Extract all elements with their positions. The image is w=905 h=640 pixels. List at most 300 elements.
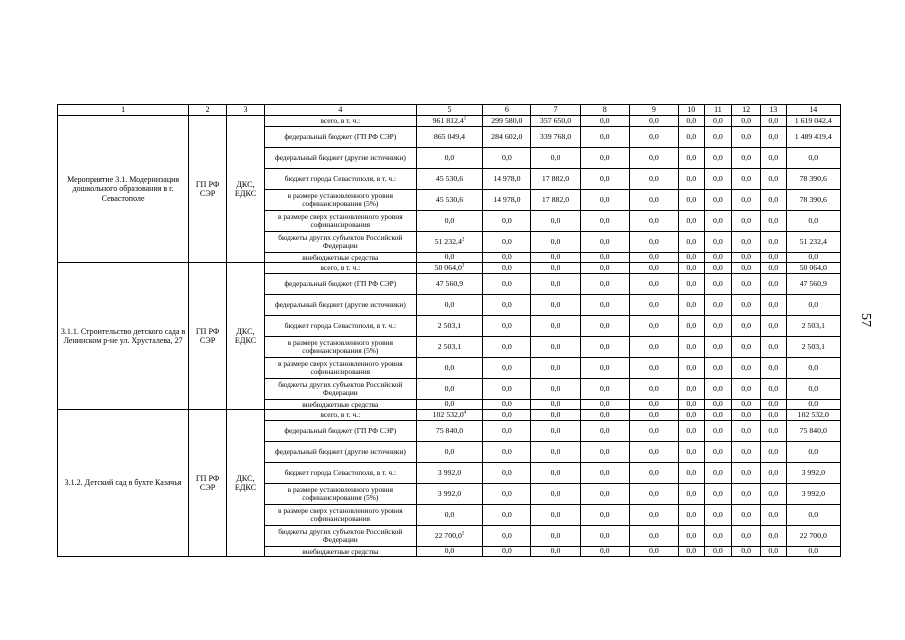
funding-source: в размере установленного уровня софинансирования (5%) xyxy=(264,190,416,211)
value-cell: 0,0 xyxy=(629,295,678,316)
value-cell xyxy=(416,410,483,421)
value-cell: 0,0 xyxy=(580,169,629,190)
value-cell: 0,0 xyxy=(531,274,580,295)
value-cell: 0,0 xyxy=(786,148,840,169)
value-cell: 0,0 xyxy=(678,211,704,232)
value-cell: 2 503,1 xyxy=(786,337,840,358)
value-cell: 0,0 xyxy=(732,442,761,463)
value-cell: 0,0 xyxy=(580,358,629,379)
value-cell xyxy=(416,442,483,463)
executor-name: ДКС, ЕДКС xyxy=(227,263,265,410)
value-cell: 0,0 xyxy=(732,505,761,526)
value-cell: 0,0 xyxy=(580,410,629,421)
value-cell: 0,0 xyxy=(580,442,629,463)
value-cell: 339 768,0 xyxy=(531,127,580,148)
value-cell: 0,0 xyxy=(629,526,678,547)
value-cell: 0,0 xyxy=(732,421,761,442)
value-cell: 0,0 xyxy=(629,484,678,505)
value-cell: 0,0 xyxy=(580,127,629,148)
value-cell: 0,0 xyxy=(760,253,786,263)
activity-name: 3.1.1. Строительство детского сада в Ленинском р-не ул. Хрусталева, 27 xyxy=(58,263,189,410)
value-cell: 0,0 xyxy=(580,463,629,484)
value-cell: 0,0 xyxy=(760,169,786,190)
value-cell: 0,0 xyxy=(732,263,761,274)
value-cell: 0,0 xyxy=(760,274,786,295)
funding-source: внебюджетные средства xyxy=(264,547,416,557)
value-cell: 0,0 xyxy=(760,148,786,169)
value-cell: 17 882,0 xyxy=(531,190,580,211)
value-cell: 1 489 419,4 xyxy=(786,127,840,148)
column-header: 7 xyxy=(531,105,580,116)
program-code: ГП РФ СЭР xyxy=(189,116,227,263)
value-text: 865 049,4 xyxy=(433,131,466,141)
value-cell: 0,0 xyxy=(580,211,629,232)
funding-source: внебюджетные средства xyxy=(264,253,416,263)
value-cell: 0,0 xyxy=(760,116,786,127)
value-cell: 0,0 xyxy=(760,484,786,505)
value-cell: 0,0 xyxy=(678,190,704,211)
value-cell: 0,0 xyxy=(629,263,678,274)
column-header: 14 xyxy=(786,105,840,116)
value-cell: 0,0 xyxy=(629,316,678,337)
value-cell: 0,0 xyxy=(732,232,761,253)
value-cell: 0,0 xyxy=(732,410,761,421)
value-cell: 0,0 xyxy=(483,274,531,295)
value-cell: 0,0 xyxy=(629,463,678,484)
value-cell: 0,0 xyxy=(580,295,629,316)
value-cell: 0,0 xyxy=(531,400,580,410)
value-cell xyxy=(416,274,483,295)
value-cell: 17 882,0 xyxy=(531,169,580,190)
value-cell: 0,0 xyxy=(760,127,786,148)
value-cell: 0,0 xyxy=(531,526,580,547)
value-cell: 0,0 xyxy=(678,127,704,148)
column-header: 12 xyxy=(732,105,761,116)
value-text: 0,0 xyxy=(444,362,455,372)
value-cell: 0,0 xyxy=(483,526,531,547)
funding-source: бюджет города Севастополя, в т. ч.: xyxy=(264,169,416,190)
value-cell xyxy=(416,116,483,127)
value-cell: 0,0 xyxy=(531,337,580,358)
value-cell xyxy=(416,526,483,547)
value-cell: 0,0 xyxy=(704,547,732,557)
value-cell: 0,0 xyxy=(629,505,678,526)
value-cell: 0,0 xyxy=(629,190,678,211)
value-cell: 1 619 042,4 xyxy=(786,116,840,127)
column-number-row xyxy=(58,105,841,116)
value-cell: 78 390,6 xyxy=(786,190,840,211)
funding-source: федеральный бюджет (ГП РФ СЭР) xyxy=(264,127,416,148)
value-cell: 0,0 xyxy=(786,253,840,263)
value-text: 3 992,0 xyxy=(437,467,462,477)
funding-source: внебюджетные средства xyxy=(264,400,416,410)
table-row xyxy=(58,263,841,274)
column-header: 6 xyxy=(483,105,531,116)
value-cell: 0,0 xyxy=(629,358,678,379)
value-cell xyxy=(416,337,483,358)
value-text: 0,0 xyxy=(444,399,455,409)
value-cell: 0,0 xyxy=(483,505,531,526)
funding-source: федеральный бюджет (другие источники) xyxy=(264,295,416,316)
value-cell: 0,0 xyxy=(732,148,761,169)
value-cell xyxy=(416,484,483,505)
value-cell: 0,0 xyxy=(483,400,531,410)
value-cell xyxy=(416,547,483,557)
value-cell: 0,0 xyxy=(678,263,704,274)
value-cell xyxy=(416,400,483,410)
value-cell: 0,0 xyxy=(732,379,761,400)
value-cell: 0,0 xyxy=(786,379,840,400)
value-cell: 0,0 xyxy=(678,358,704,379)
value-cell: 0,0 xyxy=(483,463,531,484)
table-row xyxy=(58,116,841,127)
value-cell: 0,0 xyxy=(760,295,786,316)
footnote-mark: 4 xyxy=(463,410,467,416)
value-cell: 0,0 xyxy=(704,148,732,169)
funding-source: бюджеты других субъектов Российской Федерации xyxy=(264,232,416,253)
value-cell: 0,0 xyxy=(580,253,629,263)
value-cell: 0,0 xyxy=(629,127,678,148)
value-cell: 47 560,9 xyxy=(786,274,840,295)
column-header: 13 xyxy=(760,105,786,116)
value-text: 3 992,0 xyxy=(437,488,462,498)
value-text: 961 812,4 xyxy=(432,115,464,125)
value-cell: 0,0 xyxy=(580,232,629,253)
value-text: 75 840,0 xyxy=(435,425,464,435)
value-cell: 0,0 xyxy=(580,547,629,557)
value-cell: 0,0 xyxy=(531,211,580,232)
value-cell xyxy=(416,463,483,484)
value-cell: 0,0 xyxy=(531,316,580,337)
column-header: 10 xyxy=(678,105,704,116)
value-cell xyxy=(416,232,483,253)
page-number: 57 xyxy=(858,313,873,327)
value-cell: 0,0 xyxy=(732,169,761,190)
funding-source: в размере установленного уровня софинансирования (5%) xyxy=(264,484,416,505)
funding-source: всего, в т. ч.: xyxy=(264,410,416,421)
value-cell: 0,0 xyxy=(732,337,761,358)
value-text: 0,0 xyxy=(444,252,455,262)
value-cell: 0,0 xyxy=(629,379,678,400)
value-cell: 0,0 xyxy=(580,263,629,274)
value-cell: 0,0 xyxy=(483,337,531,358)
funding-source: федеральный бюджет (другие источники) xyxy=(264,442,416,463)
value-cell: 0,0 xyxy=(483,547,531,557)
value-cell: 0,0 xyxy=(629,400,678,410)
value-text: 45 530,6 xyxy=(435,194,464,204)
value-cell: 0,0 xyxy=(760,211,786,232)
value-cell: 0,0 xyxy=(678,526,704,547)
value-cell: 0,0 xyxy=(531,484,580,505)
value-cell: 0,0 xyxy=(678,505,704,526)
value-cell: 0,0 xyxy=(678,316,704,337)
value-cell: 0,0 xyxy=(531,505,580,526)
value-cell: 0,0 xyxy=(704,484,732,505)
value-cell: 0,0 xyxy=(483,148,531,169)
value-cell: 0,0 xyxy=(704,295,732,316)
footnote-mark: 1 xyxy=(463,116,467,122)
value-cell: 0,0 xyxy=(760,316,786,337)
value-cell: 0,0 xyxy=(732,358,761,379)
value-cell xyxy=(416,421,483,442)
value-cell: 0,0 xyxy=(678,379,704,400)
value-cell: 0,0 xyxy=(580,148,629,169)
value-cell: 0,0 xyxy=(678,274,704,295)
value-cell: 0,0 xyxy=(732,463,761,484)
value-cell: 0,0 xyxy=(786,211,840,232)
value-cell: 0,0 xyxy=(483,484,531,505)
funding-source: бюджет города Севастополя, в т. ч.: xyxy=(264,463,416,484)
column-header: 8 xyxy=(580,105,629,116)
value-cell: 14 978,0 xyxy=(483,169,531,190)
value-cell: 0,0 xyxy=(760,358,786,379)
value-cell: 0,0 xyxy=(704,253,732,263)
value-cell: 0,0 xyxy=(760,526,786,547)
funding-source: бюджеты других субъектов Российской Федерации xyxy=(264,526,416,547)
value-cell: 0,0 xyxy=(732,547,761,557)
value-cell: 0,0 xyxy=(732,526,761,547)
value-cell xyxy=(416,358,483,379)
value-cell: 0,0 xyxy=(531,253,580,263)
value-cell: 0,0 xyxy=(580,337,629,358)
column-header: 9 xyxy=(629,105,678,116)
value-cell: 0,0 xyxy=(629,410,678,421)
table-row xyxy=(58,410,841,421)
value-cell: 0,0 xyxy=(704,232,732,253)
value-cell: 0,0 xyxy=(531,442,580,463)
value-cell: 0,0 xyxy=(629,253,678,263)
value-cell: 0,0 xyxy=(704,169,732,190)
value-cell: 0,0 xyxy=(531,263,580,274)
value-cell: 0,0 xyxy=(704,400,732,410)
value-cell: 0,0 xyxy=(732,484,761,505)
footnote-mark: 3 xyxy=(461,263,465,269)
value-cell: 0,0 xyxy=(580,379,629,400)
value-cell: 0,0 xyxy=(483,410,531,421)
value-cell: 0,0 xyxy=(704,211,732,232)
value-cell: 0,0 xyxy=(531,358,580,379)
column-header: 4 xyxy=(264,105,416,116)
value-cell: 0,0 xyxy=(580,421,629,442)
value-cell: 0,0 xyxy=(678,148,704,169)
value-cell xyxy=(416,295,483,316)
value-cell xyxy=(416,316,483,337)
value-cell: 0,0 xyxy=(580,505,629,526)
value-cell xyxy=(416,263,483,274)
value-text: 2 503,1 xyxy=(437,320,462,330)
value-cell: 0,0 xyxy=(580,316,629,337)
value-cell: 0,0 xyxy=(531,421,580,442)
value-cell: 0,0 xyxy=(760,337,786,358)
value-cell: 0,0 xyxy=(629,116,678,127)
value-cell: 102 532,0 xyxy=(786,410,840,421)
value-cell: 0,0 xyxy=(704,526,732,547)
column-header: 2 xyxy=(189,105,227,116)
value-cell xyxy=(416,127,483,148)
footnote-mark: 2 xyxy=(461,237,465,243)
value-cell: 0,0 xyxy=(704,410,732,421)
value-cell: 0,0 xyxy=(760,505,786,526)
value-cell: 0,0 xyxy=(704,190,732,211)
value-text: 47 560,9 xyxy=(435,278,464,288)
activity-name: Мероприятие 3.1. Модернизация дошкольного образования в г. Севастополе xyxy=(58,116,189,263)
value-cell: 0,0 xyxy=(704,463,732,484)
value-cell: 0,0 xyxy=(760,410,786,421)
footnote-mark: 5 xyxy=(461,531,465,537)
value-text: 2 503,1 xyxy=(437,341,462,351)
value-cell: 0,0 xyxy=(732,295,761,316)
value-cell: 0,0 xyxy=(580,484,629,505)
value-cell xyxy=(416,190,483,211)
value-cell: 0,0 xyxy=(531,295,580,316)
value-cell: 0,0 xyxy=(732,253,761,263)
value-cell: 14 978,0 xyxy=(483,190,531,211)
value-cell: 50 064,0 xyxy=(786,263,840,274)
value-cell: 0,0 xyxy=(678,337,704,358)
value-cell xyxy=(416,505,483,526)
value-text: 51 232,4 xyxy=(434,236,462,246)
value-cell: 0,0 xyxy=(704,421,732,442)
value-cell xyxy=(416,169,483,190)
value-cell: 0,0 xyxy=(760,379,786,400)
value-cell: 75 840,0 xyxy=(786,421,840,442)
value-cell: 0,0 xyxy=(678,253,704,263)
value-cell: 3 992,0 xyxy=(786,463,840,484)
value-cell: 0,0 xyxy=(704,316,732,337)
value-cell: 0,0 xyxy=(704,358,732,379)
funding-source: всего, в т. ч.: xyxy=(264,263,416,274)
value-cell: 0,0 xyxy=(483,316,531,337)
value-cell: 0,0 xyxy=(580,400,629,410)
value-cell: 51 232,4 xyxy=(786,232,840,253)
value-cell: 357 650,0 xyxy=(531,116,580,127)
value-cell: 3 992,0 xyxy=(786,484,840,505)
value-cell: 0,0 xyxy=(531,148,580,169)
value-cell: 0,0 xyxy=(786,358,840,379)
value-cell: 0,0 xyxy=(678,547,704,557)
value-cell: 0,0 xyxy=(629,148,678,169)
value-text: 0,0 xyxy=(444,215,455,225)
value-cell: 0,0 xyxy=(732,400,761,410)
value-cell xyxy=(416,211,483,232)
value-cell: 0,0 xyxy=(678,232,704,253)
value-cell: 0,0 xyxy=(483,358,531,379)
funding-source: в размере установленного уровня софинансирования (5%) xyxy=(264,337,416,358)
value-cell: 0,0 xyxy=(629,547,678,557)
value-cell: 0,0 xyxy=(531,232,580,253)
value-cell: 0,0 xyxy=(483,253,531,263)
value-cell: 0,0 xyxy=(704,127,732,148)
value-cell: 0,0 xyxy=(629,169,678,190)
value-text: 50 064,0 xyxy=(434,262,462,272)
funding-source: федеральный бюджет (ГП РФ СЭР) xyxy=(264,421,416,442)
value-text: 0,0 xyxy=(444,383,455,393)
value-cell: 0,0 xyxy=(732,127,761,148)
value-cell: 0,0 xyxy=(760,547,786,557)
value-cell: 22 700,0 xyxy=(786,526,840,547)
value-cell: 0,0 xyxy=(483,295,531,316)
value-cell: 0,0 xyxy=(678,295,704,316)
value-cell: 0,0 xyxy=(760,263,786,274)
value-cell: 0,0 xyxy=(629,211,678,232)
value-cell: 0,0 xyxy=(531,379,580,400)
funding-source: в размере сверх установленного уровня софинансирования xyxy=(264,211,416,232)
value-cell xyxy=(416,379,483,400)
value-text: 22 700,0 xyxy=(434,530,462,540)
value-cell: 0,0 xyxy=(580,116,629,127)
value-cell: 0,0 xyxy=(678,463,704,484)
funding-source: в размере сверх установленного уровня софинансирования xyxy=(264,358,416,379)
value-cell: 0,0 xyxy=(786,547,840,557)
value-cell: 0,0 xyxy=(786,400,840,410)
value-cell: 0,0 xyxy=(678,116,704,127)
value-cell: 0,0 xyxy=(732,316,761,337)
value-cell: 0,0 xyxy=(483,421,531,442)
executor-name: ДКС, ЕДКС xyxy=(227,116,265,263)
value-text: 102 532,0 xyxy=(432,409,464,419)
funding-source: бюджет города Севастополя, в т. ч.: xyxy=(264,316,416,337)
value-cell: 0,0 xyxy=(732,116,761,127)
value-cell: 0,0 xyxy=(678,410,704,421)
value-cell: 0,0 xyxy=(760,463,786,484)
value-text: 45 530,6 xyxy=(435,173,464,183)
value-cell: 0,0 xyxy=(629,337,678,358)
funding-source: федеральный бюджет (ГП РФ СЭР) xyxy=(264,274,416,295)
value-cell: 0,0 xyxy=(629,274,678,295)
program-code: ГП РФ СЭР xyxy=(189,263,227,410)
value-cell: 0,0 xyxy=(678,400,704,410)
value-cell: 0,0 xyxy=(760,190,786,211)
column-header: 11 xyxy=(704,105,732,116)
value-cell: 0,0 xyxy=(678,442,704,463)
value-text: 0,0 xyxy=(444,299,455,309)
funding-source: федеральный бюджет (другие источники) xyxy=(264,148,416,169)
value-cell: 0,0 xyxy=(732,190,761,211)
funding-source: бюджеты других субъектов Российской Федерации xyxy=(264,379,416,400)
value-cell: 0,0 xyxy=(580,190,629,211)
value-cell: 0,0 xyxy=(704,337,732,358)
funding-source: в размере сверх установленного уровня софинансирования xyxy=(264,505,416,526)
value-cell: 0,0 xyxy=(704,116,732,127)
value-cell: 0,0 xyxy=(483,232,531,253)
value-cell: 0,0 xyxy=(704,505,732,526)
value-cell: 0,0 xyxy=(678,484,704,505)
value-cell: 0,0 xyxy=(786,442,840,463)
value-cell: 0,0 xyxy=(580,526,629,547)
value-cell: 299 580,0 xyxy=(483,116,531,127)
value-cell: 0,0 xyxy=(704,442,732,463)
value-cell xyxy=(416,253,483,263)
value-cell: 0,0 xyxy=(678,169,704,190)
program-code: ГП РФ СЭР xyxy=(189,410,227,557)
value-cell: 0,0 xyxy=(483,379,531,400)
value-text: 0,0 xyxy=(444,152,455,162)
column-header: 1 xyxy=(58,105,189,116)
value-cell: 0,0 xyxy=(786,295,840,316)
value-cell: 0,0 xyxy=(531,463,580,484)
value-text: 0,0 xyxy=(444,509,455,519)
activity-name: 3.1.2. Детский сад в бухте Казачья xyxy=(58,410,189,557)
value-cell: 0,0 xyxy=(629,442,678,463)
value-cell: 0,0 xyxy=(678,421,704,442)
value-cell: 0,0 xyxy=(483,442,531,463)
value-cell: 0,0 xyxy=(760,400,786,410)
value-cell: 0,0 xyxy=(483,211,531,232)
value-cell xyxy=(416,148,483,169)
value-cell: 0,0 xyxy=(760,232,786,253)
value-cell: 0,0 xyxy=(760,421,786,442)
value-cell: 2 503,1 xyxy=(786,316,840,337)
